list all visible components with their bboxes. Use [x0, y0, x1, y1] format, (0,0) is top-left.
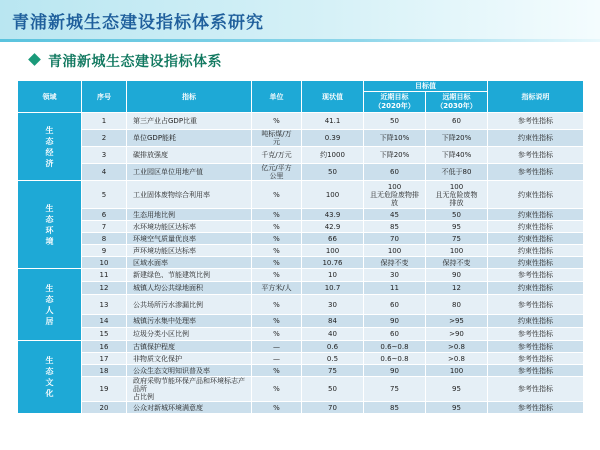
note-cell: 约束性指标	[488, 181, 584, 209]
domain-cell: 生 态 文 化	[18, 341, 82, 414]
unit-cell: %	[252, 315, 302, 328]
current-value-cell: 100	[302, 245, 364, 257]
note-cell: 约束性指标	[488, 315, 584, 328]
row-no-cell: 7	[82, 221, 127, 233]
current-value-cell: 10	[302, 269, 364, 282]
far-target-cell: 保持不变	[426, 257, 488, 269]
indicator-name-cell: 环境空气质量优良率	[127, 233, 252, 245]
note-cell: 约束性指标	[488, 282, 584, 295]
note-cell: 约束性指标	[488, 257, 584, 269]
near-target-cell: 下降10%	[364, 130, 426, 147]
title-banner	[0, 0, 600, 39]
far-target-cell: >95	[426, 315, 488, 328]
table-row	[18, 164, 584, 181]
row-no-cell: 16	[82, 341, 127, 353]
row-no-cell: 15	[82, 328, 127, 341]
row-no-cell: 3	[82, 147, 127, 164]
current-value-cell: 约1000	[302, 147, 364, 164]
row-no-cell: 18	[82, 365, 127, 377]
row-no-cell: 11	[82, 269, 127, 282]
near-target-cell: 0.6~0.8	[364, 353, 426, 365]
table-row	[18, 233, 584, 245]
note-cell: 参考性指标	[488, 295, 584, 315]
near-target-cell: 45	[364, 209, 426, 221]
current-value-cell: 0.39	[302, 130, 364, 147]
unit-cell: %	[252, 377, 302, 402]
far-target-cell: 95	[426, 402, 488, 414]
far-target-cell: >0.8	[426, 341, 488, 353]
far-target-cell: 50	[426, 209, 488, 221]
table-row	[18, 353, 584, 365]
note-cell: 参考性指标	[488, 353, 584, 365]
current-value-cell: 40	[302, 328, 364, 341]
far-target-cell: 下降20%	[426, 130, 488, 147]
near-target-cell: 100 且无危险废物排 放	[364, 181, 426, 209]
domain-cell: 生 态 经 济	[18, 113, 82, 181]
row-no-cell: 14	[82, 315, 127, 328]
far-target-cell: 95	[426, 221, 488, 233]
near-target-cell: 保持不变	[364, 257, 426, 269]
indicator-name-cell: 城镇污水集中处理率	[127, 315, 252, 328]
note-cell: 参考性指标	[488, 377, 584, 402]
far-target-cell: >0.8	[426, 353, 488, 365]
far-target-cell: 不低于80	[426, 164, 488, 181]
table-row	[18, 315, 584, 328]
diamond-bullet-icon	[28, 53, 41, 66]
indicator-name-cell: 工业固体废物综合利用率	[127, 181, 252, 209]
row-no-cell: 17	[82, 353, 127, 365]
row-no-cell: 2	[82, 130, 127, 147]
near-target-cell: 下降20%	[364, 147, 426, 164]
near-target-cell: 60	[364, 164, 426, 181]
indicator-name-cell: 公共场所污水渗漏比例	[127, 295, 252, 315]
unit-cell: %	[252, 269, 302, 282]
far-target-cell: 100	[426, 365, 488, 377]
unit-cell: —	[252, 341, 302, 353]
far-target-cell: 12	[426, 282, 488, 295]
table-body	[18, 113, 584, 414]
indicator-name-cell: 古镇保护程度	[127, 341, 252, 353]
current-value-cell: 10.7	[302, 282, 364, 295]
table-row	[18, 113, 584, 130]
unit-cell: %	[252, 295, 302, 315]
domain-cell: 生 态 环 境	[18, 181, 82, 269]
table-row	[18, 221, 584, 233]
indicator-table-container	[17, 80, 583, 414]
unit-cell: %	[252, 181, 302, 209]
indicator-name-cell: 声环境功能区达标率	[127, 245, 252, 257]
near-target-cell: 90	[364, 315, 426, 328]
note-cell: 参考性指标	[488, 365, 584, 377]
far-target-cell: 95	[426, 377, 488, 402]
current-value-cell: 42.9	[302, 221, 364, 233]
indicator-name-cell: 非物质文化保护	[127, 353, 252, 365]
far-target-cell: 下降40%	[426, 147, 488, 164]
note-cell: 约束性指标	[488, 233, 584, 245]
far-target-cell: >90	[426, 328, 488, 341]
table-row	[18, 130, 584, 147]
table-row	[18, 269, 584, 282]
header-unit: 单位	[252, 81, 302, 113]
indicator-name-cell: 水环境功能区达标率	[127, 221, 252, 233]
note-cell: 参考性指标	[488, 113, 584, 130]
near-target-cell: 90	[364, 365, 426, 377]
table-row	[18, 377, 584, 402]
table-row	[18, 147, 584, 164]
unit-cell: 千克/万元	[252, 147, 302, 164]
row-no-cell: 19	[82, 377, 127, 402]
current-value-cell: 50	[302, 377, 364, 402]
note-cell: 参考性指标	[488, 147, 584, 164]
unit-cell: %	[252, 365, 302, 377]
note-cell: 约束性指标	[488, 245, 584, 257]
row-no-cell: 1	[82, 113, 127, 130]
near-target-cell: 50	[364, 113, 426, 130]
table-row	[18, 209, 584, 221]
far-target-cell: 80	[426, 295, 488, 315]
indicator-name-cell: 公众生态文明知识普及率	[127, 365, 252, 377]
indicator-name-cell: 政府采购节能环保产品和环境标志产品所 占比例	[127, 377, 252, 402]
current-value-cell: 10.76	[302, 257, 364, 269]
current-value-cell: 0.5	[302, 353, 364, 365]
table-row	[18, 365, 584, 377]
current-value-cell: 66	[302, 233, 364, 245]
unit-cell: %	[252, 257, 302, 269]
unit-cell: %	[252, 402, 302, 414]
row-no-cell: 5	[82, 181, 127, 209]
note-cell: 参考性指标	[488, 341, 584, 353]
header-note: 指标说明	[488, 81, 584, 113]
header-no: 序号	[82, 81, 127, 113]
subtitle: 青浦新城生态建设指标体系	[48, 54, 222, 70]
header-near-target: 近期目标 （2020年）	[364, 92, 426, 113]
near-target-cell: 11	[364, 282, 426, 295]
indicator-name-cell: 新建绿色、节能建筑比例	[127, 269, 252, 282]
indicator-name-cell: 公众对新城环境满意度	[127, 402, 252, 414]
header-domain: 领域	[18, 81, 82, 113]
indicator-name-cell: 城镇人均公共绿地面积	[127, 282, 252, 295]
near-target-cell: 100	[364, 245, 426, 257]
note-cell: 参考性指标	[488, 402, 584, 414]
row-no-cell: 8	[82, 233, 127, 245]
near-target-cell: 70	[364, 233, 426, 245]
current-value-cell: 50	[302, 164, 364, 181]
current-value-cell: 0.6	[302, 341, 364, 353]
page-title: 青浦新城生态建设指标体系研究	[12, 13, 264, 33]
note-cell: 约束性指标	[488, 209, 584, 221]
row-no-cell: 9	[82, 245, 127, 257]
row-no-cell: 10	[82, 257, 127, 269]
row-no-cell: 20	[82, 402, 127, 414]
indicator-name-cell: 单位GDP能耗	[127, 130, 252, 147]
near-target-cell: 60	[364, 295, 426, 315]
unit-cell: 平方米/人	[252, 282, 302, 295]
note-cell: 参考性指标	[488, 164, 584, 181]
note-cell: 约束性指标	[488, 130, 584, 147]
indicator-name-cell: 生态用地比例	[127, 209, 252, 221]
table-row	[18, 257, 584, 269]
unit-cell: 吨标煤/万 元	[252, 130, 302, 147]
note-cell: 参考性指标	[488, 328, 584, 341]
table-row	[18, 245, 584, 257]
unit-cell: %	[252, 328, 302, 341]
table-row	[18, 181, 584, 209]
far-target-cell: 100 且无危险废物 排放	[426, 181, 488, 209]
indicator-name-cell: 垃圾分类小区比例	[127, 328, 252, 341]
near-target-cell: 85	[364, 221, 426, 233]
header-target-group: 目标值	[364, 81, 488, 92]
indicator-name-cell: 区域水面率	[127, 257, 252, 269]
current-value-cell: 70	[302, 402, 364, 414]
header-far-target: 远期目标 （2030年）	[426, 92, 488, 113]
unit-cell: %	[252, 233, 302, 245]
indicator-name-cell: 第三产业占GDP比重	[127, 113, 252, 130]
current-value-cell: 75	[302, 365, 364, 377]
indicator-name-cell: 碳排放强度	[127, 147, 252, 164]
row-no-cell: 6	[82, 209, 127, 221]
current-value-cell: 84	[302, 315, 364, 328]
far-target-cell: 100	[426, 245, 488, 257]
far-target-cell: 90	[426, 269, 488, 282]
current-value-cell: 100	[302, 181, 364, 209]
indicator-table	[17, 80, 584, 414]
unit-cell: %	[252, 245, 302, 257]
unit-cell: %	[252, 209, 302, 221]
unit-cell: 亿元/平方 公里	[252, 164, 302, 181]
near-target-cell: 75	[364, 377, 426, 402]
far-target-cell: 60	[426, 113, 488, 130]
indicator-name-cell: 工业园区单位用地产值	[127, 164, 252, 181]
current-value-cell: 30	[302, 295, 364, 315]
header-indicator: 指标	[127, 81, 252, 113]
table-row	[18, 282, 584, 295]
near-target-cell: 30	[364, 269, 426, 282]
current-value-cell: 43.9	[302, 209, 364, 221]
row-no-cell: 13	[82, 295, 127, 315]
table-row	[18, 328, 584, 341]
near-target-cell: 85	[364, 402, 426, 414]
unit-cell: —	[252, 353, 302, 365]
domain-cell: 生 态 人 居	[18, 269, 82, 341]
table-row	[18, 341, 584, 353]
row-no-cell: 12	[82, 282, 127, 295]
title-divider	[0, 39, 600, 42]
note-cell: 约束性指标	[488, 221, 584, 233]
unit-cell: %	[252, 113, 302, 130]
note-cell: 参考性指标	[488, 269, 584, 282]
row-no-cell: 4	[82, 164, 127, 181]
unit-cell: %	[252, 221, 302, 233]
table-row	[18, 402, 584, 414]
header-current: 现状值	[302, 81, 364, 113]
far-target-cell: 75	[426, 233, 488, 245]
current-value-cell: 41.1	[302, 113, 364, 130]
table-row	[18, 295, 584, 315]
near-target-cell: 60	[364, 328, 426, 341]
near-target-cell: 0.6~0.8	[364, 341, 426, 353]
